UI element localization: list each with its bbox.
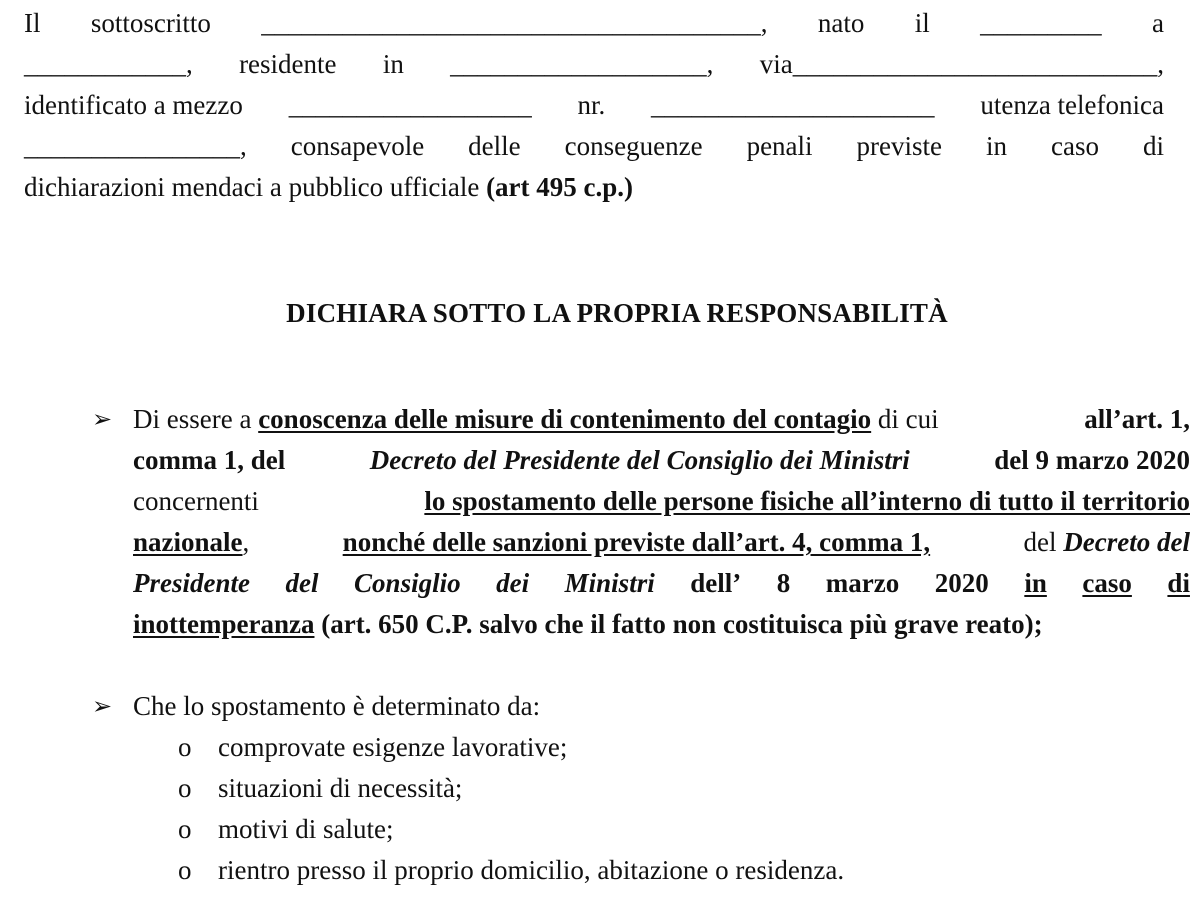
- intro-word: utenza telefonica: [980, 90, 1164, 120]
- circle-bullet-icon: o: [178, 773, 192, 803]
- intro-word: di: [1142, 131, 1164, 161]
- intro-word: previste: [856, 131, 943, 161]
- awareness-line-6: [133, 604, 1190, 645]
- intro-word: sottoscritto: [90, 8, 211, 38]
- intro-word: in: [986, 131, 1008, 161]
- underlined-bold-span: lo spostamento delle persone fisiche all’interno di tutto il territorio: [424, 486, 1190, 516]
- name-blank-field[interactable]: _____________________________________,: [261, 8, 768, 38]
- text-span: Di essere a: [133, 404, 259, 434]
- travel-reason-bullet: [92, 686, 1190, 891]
- bold-italic-span: Ministri: [564, 568, 655, 598]
- declaration-heading: DICHIARA SOTTO LA PROPRIA RESPONSABILITÀ: [286, 298, 948, 328]
- id-document-blank-field[interactable]: __________________: [288, 90, 532, 120]
- bold-italic-span: Presidente: [133, 568, 250, 598]
- intro-word: residente: [239, 49, 337, 79]
- residence-blank-field[interactable]: ___________________,: [450, 49, 714, 79]
- birth-place-blank-field[interactable]: ____________,: [24, 49, 193, 79]
- intro-text: dichiarazioni mendaci a pubblico ufficiale: [24, 172, 487, 202]
- bold-span: (art. 650 C.P. salvo che il fatto non costituisca più grave reato);: [314, 609, 1043, 639]
- birth-date-blank-field[interactable]: _________: [980, 8, 1102, 38]
- awareness-line-5: [133, 563, 1190, 604]
- street-blank-field[interactable]: via___________________________,: [759, 49, 1164, 79]
- list-item: [178, 727, 1190, 768]
- bold-span: 2020: [934, 568, 989, 598]
- legal-reference: (art 495 c.p.): [486, 172, 634, 202]
- bold-italic-span: Decreto del Presidente del Consiglio dei Ministri: [369, 445, 910, 475]
- list-item: [178, 768, 1190, 809]
- underlined-bold-span: in: [1024, 568, 1047, 598]
- bold-span: del 9 marzo 2020: [987, 445, 1190, 475]
- intro-line-4: [24, 126, 1164, 167]
- awareness-line-1: [133, 399, 1190, 440]
- intro-word: identificato a mezzo: [24, 90, 243, 120]
- intro-word: caso: [1051, 131, 1099, 161]
- intro-line-3: [24, 85, 1164, 126]
- intro-line-2: [24, 44, 1164, 85]
- intro-word: il: [914, 8, 930, 38]
- awareness-bullet: [92, 399, 1190, 645]
- arrow-bullet-icon: ➢: [92, 405, 113, 433]
- bold-span: comma 1, del: [133, 445, 292, 475]
- intro-line-5: [24, 167, 1164, 208]
- bold-italic-span: Consiglio: [354, 568, 461, 598]
- awareness-text: [133, 399, 1190, 645]
- awareness-line-3: [133, 481, 1190, 522]
- underlined-bold-span: nazionale: [133, 527, 243, 557]
- bold-span: 8: [776, 568, 791, 598]
- intro-word: delle: [468, 131, 521, 161]
- phone-blank-field[interactable]: ________________,: [24, 131, 247, 161]
- intro-word: conseguenze: [564, 131, 703, 161]
- declarant-details-paragraph: [24, 3, 1164, 208]
- circle-bullet-icon: o: [178, 855, 192, 885]
- list-item-text: motivi di salute;: [218, 814, 394, 844]
- bold-span: all’art. 1,: [1084, 404, 1190, 434]
- travel-reason-list: [178, 727, 1190, 891]
- text-span: del: [1016, 527, 1064, 557]
- intro-word: nr.: [577, 90, 606, 120]
- text-span: di cui: [871, 404, 946, 434]
- underlined-bold-span: inottemperanza: [133, 609, 315, 639]
- intro-word: in: [382, 49, 404, 79]
- travel-reason-lead: Che lo spostamento è determinato da:: [133, 691, 541, 721]
- list-item-text: comprovate esigenze lavorative;: [218, 732, 568, 762]
- text-span: concernenti: [133, 486, 266, 516]
- id-number-blank-field[interactable]: _____________________: [651, 90, 935, 120]
- bold-italic-span: Decreto del: [1063, 527, 1190, 557]
- underlined-bold-span: nonché delle sanzioni previste dall’art. 4, comma 1,: [342, 527, 931, 557]
- arrow-bullet-icon: ➢: [92, 692, 113, 720]
- intro-word: a: [1152, 8, 1164, 38]
- list-item: [178, 809, 1190, 850]
- bold-italic-span: del: [285, 568, 319, 598]
- bold-span: dell’: [690, 568, 742, 598]
- circle-bullet-icon: o: [178, 814, 192, 844]
- bold-span: marzo: [825, 568, 900, 598]
- awareness-line-4: [133, 522, 1190, 563]
- awareness-line-2: [133, 440, 1190, 481]
- text-span: ,: [242, 527, 257, 557]
- underlined-bold-span: conoscenza delle misure di contenimento del contagio: [258, 404, 872, 434]
- intro-word: nato: [817, 8, 865, 38]
- underlined-bold-span: di: [1167, 568, 1190, 598]
- list-item: [178, 850, 1190, 891]
- declaration-page: [24, 0, 1190, 885]
- intro-word: consapevole: [290, 131, 425, 161]
- bold-italic-span: dei: [496, 568, 530, 598]
- list-item-text: rientro presso il proprio domicilio, abitazione o residenza.: [218, 855, 845, 885]
- intro-word: penali: [746, 131, 813, 161]
- circle-bullet-icon: o: [178, 732, 192, 762]
- list-item-text: situazioni di necessità;: [218, 773, 463, 803]
- intro-line-1: [24, 3, 1164, 44]
- underlined-bold-span: caso: [1082, 568, 1132, 598]
- intro-word: Il: [24, 8, 41, 38]
